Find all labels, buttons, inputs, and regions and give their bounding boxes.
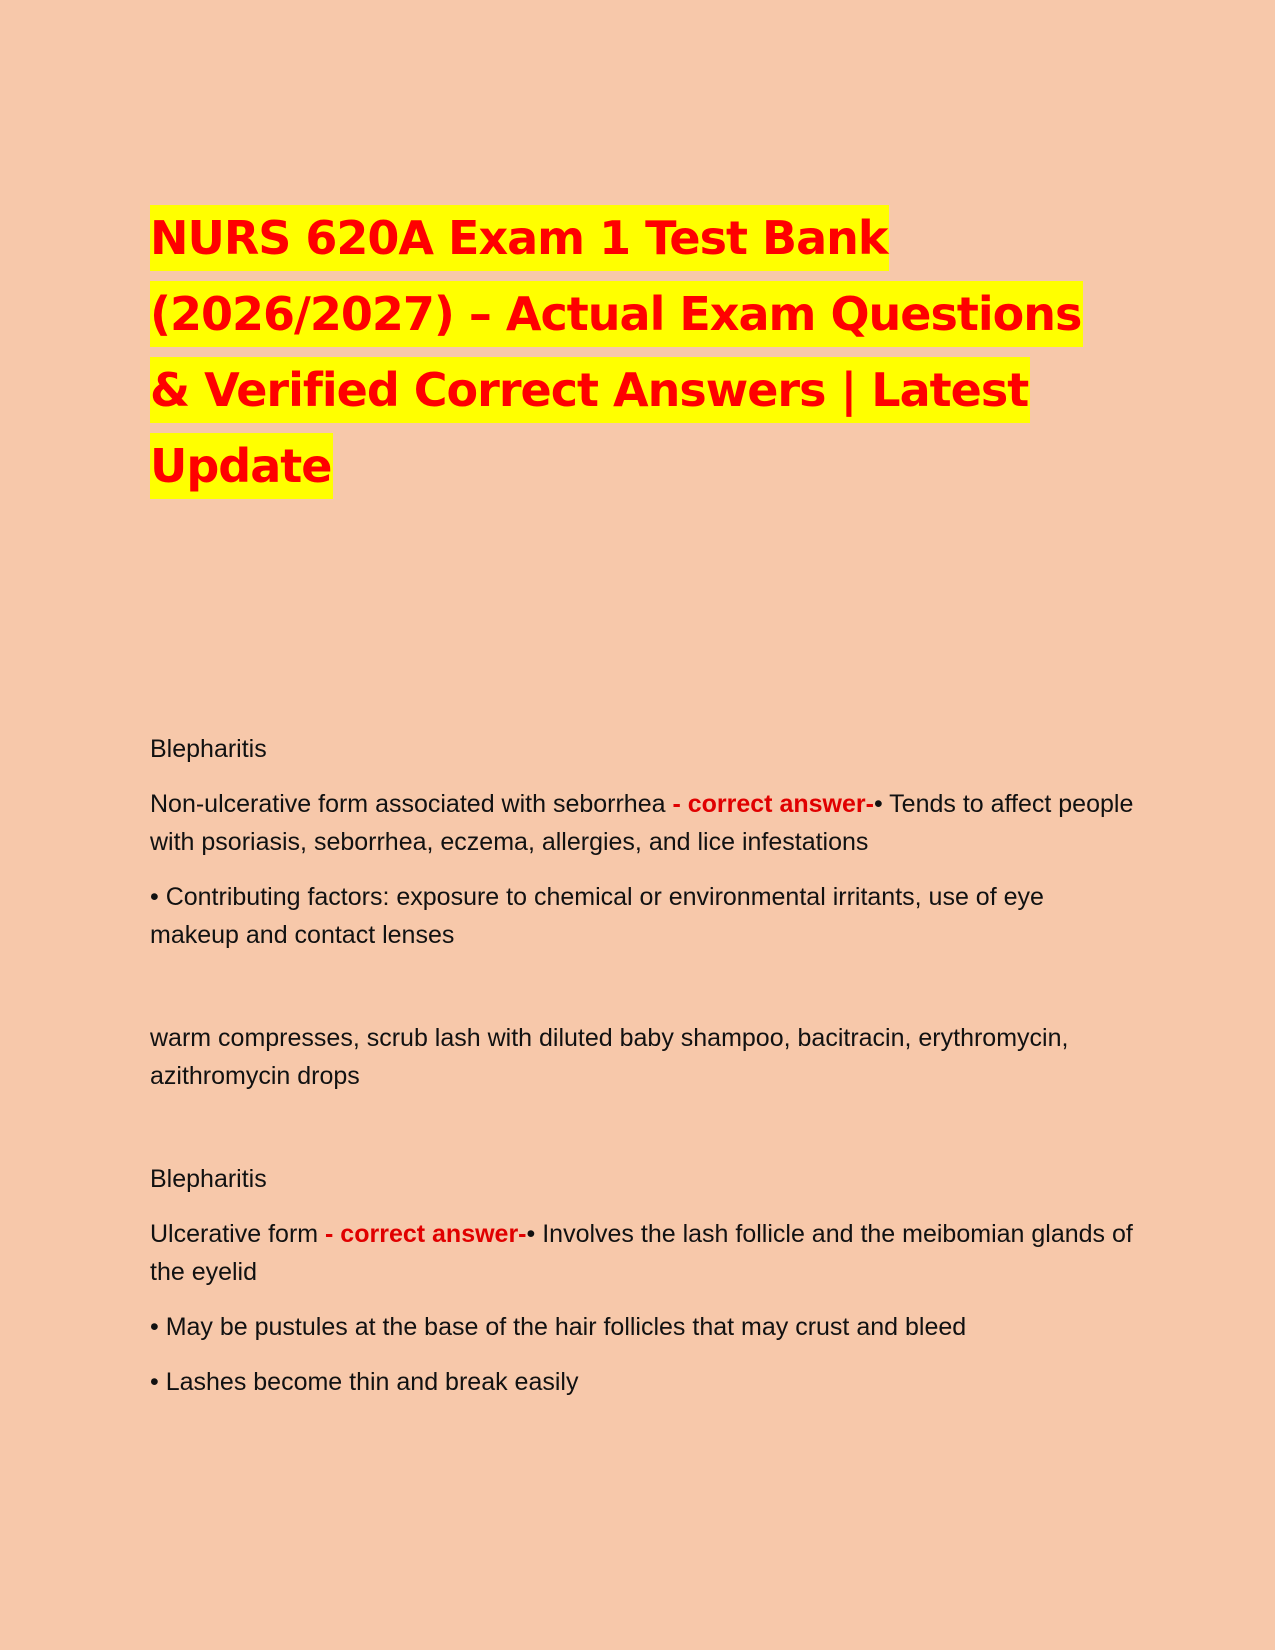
- title-highlight: NURS 620A Exam 1 Test Bank (2026/2027) – Actual Exam Questions & Verified Correct Answers | Latest Update: [150, 205, 1083, 499]
- question-text: Non-ulcerative form associated with seborrhea: [150, 790, 666, 818]
- document-page: [150, 200, 1135, 504]
- entry-heading: Blepharitis: [150, 735, 267, 763]
- entry-question: [150, 1215, 1135, 1291]
- question-text: Ulcerative form: [150, 1220, 319, 1248]
- entry-heading: Blepharitis: [150, 1165, 267, 1193]
- treatment-note: warm compresses, scrub lash with diluted baby shampoo, bacitracin, erythromycin, azithromycin drops: [150, 1024, 1069, 1090]
- correct-answer-marker: - correct answer-: [318, 1220, 527, 1248]
- answer-bullet: • Contributing factors: exposure to chemical or environmental irritants, use of eye makeup and contact lenses: [150, 883, 1044, 949]
- correct-answer-marker: - correct answer-: [665, 790, 874, 818]
- answer-bullet: • Lashes become thin and break easily: [150, 1368, 579, 1396]
- answer-bullet: • May be pustules at the base of the hair follicles that may crust and bleed: [150, 1313, 967, 1341]
- answer-text: • Involves the lash follicle and the meibomian glands of the eyelid: [150, 1220, 1133, 1286]
- entry-question: [150, 785, 1135, 861]
- document-body: [150, 730, 1135, 1418]
- document-title: [150, 200, 1135, 504]
- answer-text: • Tends to affect people with psoriasis, seborrhea, eczema, allergies, and lice infestations: [150, 790, 1134, 856]
